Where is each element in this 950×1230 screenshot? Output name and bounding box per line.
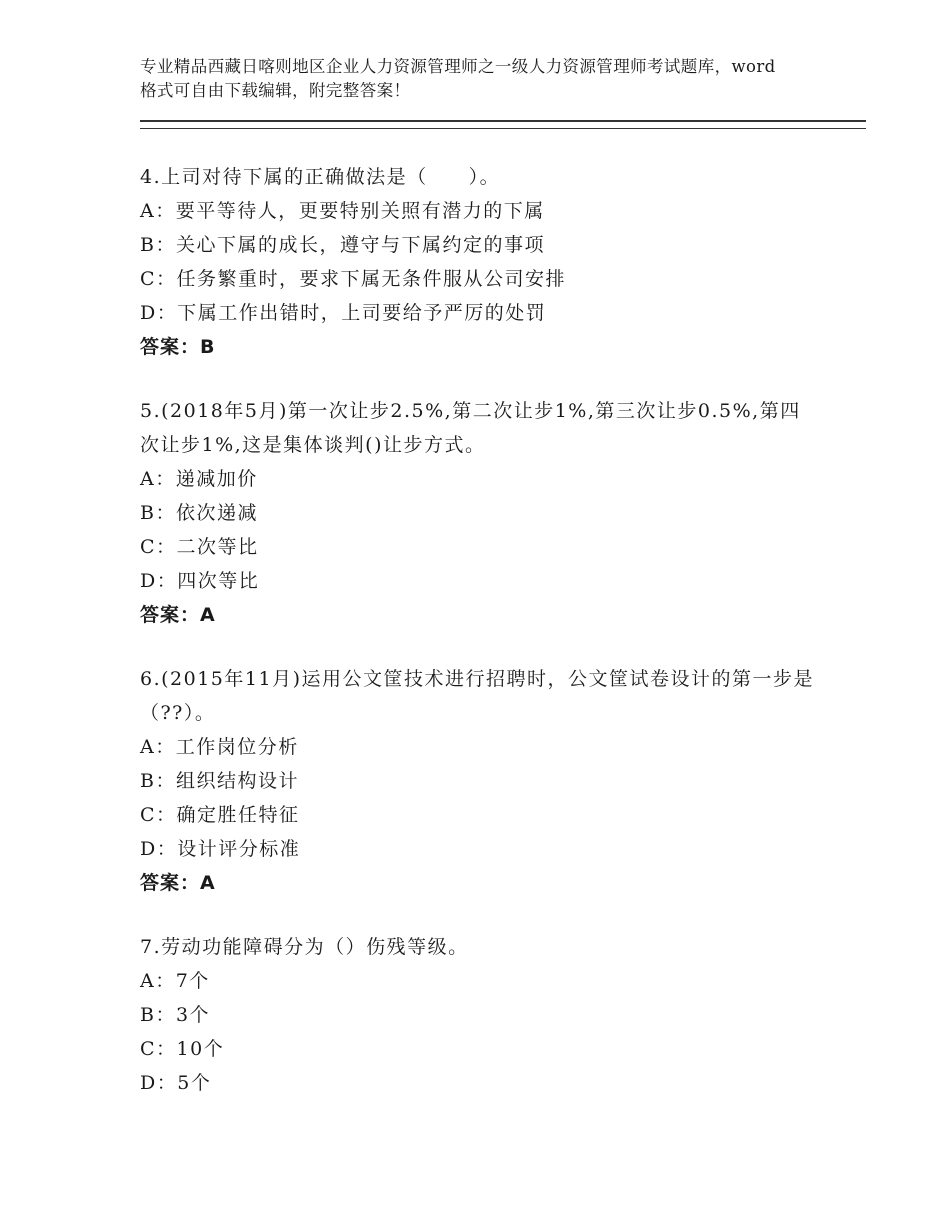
- answer-label: 答案：B: [140, 336, 216, 358]
- option-a: A：7个: [140, 970, 210, 992]
- option-a: A：工作岗位分析: [140, 736, 299, 758]
- option-d: D：5个: [140, 1072, 212, 1094]
- question-stem: 5.(2018年5月)第一次让步2.5%,第二次让步1%,第三次让步0.5%,第四次让步1%,这是集体谈判()让步方式。: [140, 400, 801, 456]
- question-4: [140, 160, 820, 364]
- question-stem: 4.上司对待下属的正确做法是（ ）。: [140, 166, 501, 188]
- document-header: [140, 55, 780, 103]
- option-b: B：组织结构设计: [140, 770, 299, 792]
- question-6: [140, 662, 820, 900]
- header-divider: [140, 120, 866, 129]
- option-c: C：10个: [140, 1038, 225, 1060]
- question-7: [140, 930, 820, 1100]
- option-a: A：递减加价: [140, 468, 258, 490]
- option-b: B：依次递减: [140, 502, 258, 524]
- option-c: C：二次等比: [140, 536, 259, 558]
- option-d: D：四次等比: [140, 570, 260, 592]
- header-title: 专业精品西藏日喀则地区企业人力资源管理师之一级人力资源管理师考试题库，word格式可自由下载编辑，附完整答案！: [140, 57, 776, 100]
- question-stem: 7.劳动功能障碍分为（）伤残等级。: [140, 936, 469, 958]
- option-c: C：确定胜任特征: [140, 804, 300, 826]
- option-b: B：3个: [140, 1004, 211, 1026]
- answer-label: 答案：A: [140, 604, 216, 626]
- option-c: C：任务繁重时，要求下属无条件服从公司安排: [140, 268, 567, 290]
- option-a: A：要平等待人，更要特别关照有潜力的下属: [140, 200, 545, 222]
- answer-label: 答案：A: [140, 872, 216, 894]
- option-d: D：设计评分标准: [140, 838, 301, 860]
- question-list: [140, 160, 820, 1130]
- question-5: [140, 394, 820, 632]
- option-d: D：下属工作出错时，上司要给予严厉的处罚: [140, 302, 547, 324]
- option-b: B：关心下属的成长，遵守与下属约定的事项: [140, 234, 545, 256]
- question-stem: 6.(2015年11月)运用公文筐技术进行招聘时，公文筐试卷设计的第一步是（??）。: [140, 668, 814, 724]
